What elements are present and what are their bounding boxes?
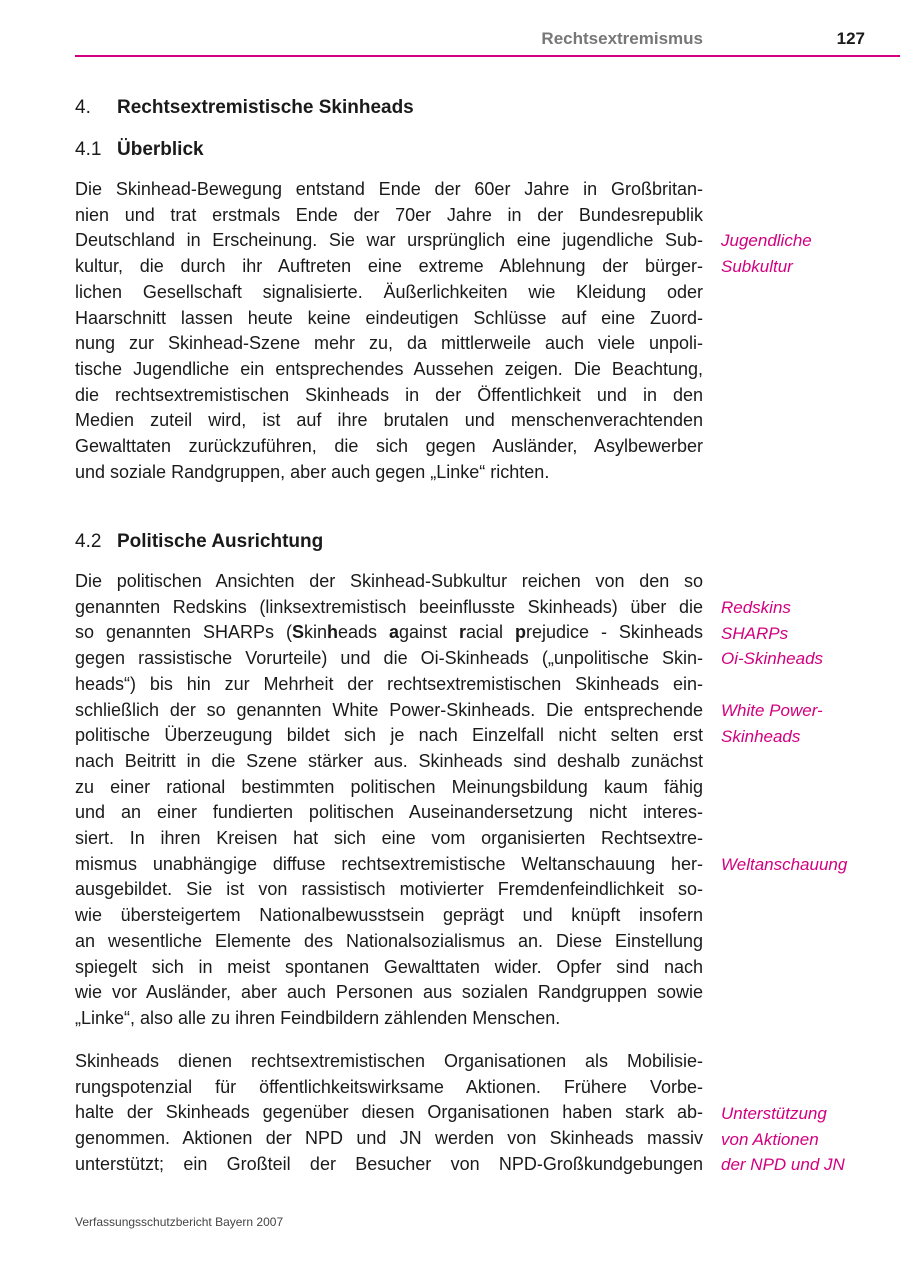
- margin-note-white-power: [721, 698, 823, 749]
- sharp-line-text: kin: [303, 622, 327, 643]
- bold-initial: h: [327, 622, 338, 643]
- text-line: tische Jugendliche ein entsprechendes Aussehen zeigen. Die Beachtung,: [75, 358, 703, 379]
- sharp-line-text: gainst: [399, 622, 459, 643]
- text-line: wie vor Ausländer, aber auch Personen aus sozialen Randgruppen sowie: [75, 982, 703, 1003]
- section-number: 4.: [75, 97, 91, 118]
- bold-initial: a: [388, 622, 399, 643]
- margin-note-line: Jugendliche: [721, 231, 812, 250]
- text-line: „Linke“, also alle zu ihren Feindbildern zählenden Menschen.: [75, 1007, 561, 1028]
- text-line: Skinheads dienen rechtsextremistischen Organisationen als Mobilisie-: [75, 1051, 703, 1071]
- sharp-line-text: rejudice - Skinheads: [525, 622, 703, 643]
- margin-note-line: Subkultur: [721, 256, 793, 276]
- text-line: nung zur Skinhead-Szene mehr zu, da mittlerweile auch viele unpoli-: [75, 333, 703, 354]
- footer-text: Verfassungsschutzbericht Bayern 2007: [75, 1215, 284, 1229]
- text-line: und soziale Randgruppen, aber auch gegen „Linke“ richten.: [75, 461, 550, 482]
- sharp-line-text: eads: [338, 622, 389, 643]
- text-line: politische Überzeugung bildet sich je nach Einzelfall nicht selten erst: [75, 725, 703, 746]
- margin-note-line: White Power-: [721, 701, 823, 720]
- margin-note-line: Skinheads: [721, 726, 801, 746]
- text-line: lichen Gesellschaft signalisierte. Äußerlichkeiten wie Kleidung oder: [75, 281, 703, 302]
- subsection-number: 4.1: [75, 139, 102, 160]
- text-line: genannten Redskins (linksextremistisch beeinflusste Skinheads) über die: [75, 596, 703, 617]
- margin-note-line: Oi-Skinheads: [721, 649, 824, 669]
- margin-note-line: SHARPs: [721, 623, 789, 643]
- bold-initial: r: [458, 622, 466, 643]
- subsection-title: Überblick: [117, 139, 204, 160]
- bold-initial: S: [291, 622, 304, 643]
- text-line: gegen rassistische Vorurteile) und die Oi-Skinheads („unpolitische Skin-: [75, 648, 703, 669]
- margin-note-weltanschauung: [721, 852, 847, 878]
- political-orientation-paragraph: [75, 569, 703, 1032]
- text-line: Deutschland in Erscheinung. Sie war ursprünglich eine jugendliche Sub-: [75, 230, 703, 251]
- text-line: heads“) bis hin zur Mehrheit der rechtsextremistischen Skinheads ein-: [75, 673, 703, 694]
- margin-note-line: Weltanschauung: [721, 855, 848, 874]
- text-line: zu einer rational bestimmten politischen Meinungsbildung kaum fähig: [75, 776, 703, 797]
- text-line: Die Skinhead-Bewegung entstand Ende der 60er Jahre in Großbritan-: [75, 179, 703, 199]
- text-line: mismus unabhängige diffuse rechtsextremistische Weltanschauung her-: [75, 853, 703, 874]
- margin-note-jugendliche-subkultur: [721, 228, 812, 279]
- text-line: und an einer fundierten politischen Auseinandersetzung nicht interes-: [75, 802, 703, 823]
- text-line: spiegelt sich in meist spontanen Gewalttaten wider. Opfer sind nach: [75, 956, 703, 977]
- margin-note-line: Redskins: [721, 598, 791, 617]
- sharp-line-text: so genannten SHARPs (: [75, 622, 292, 643]
- text-line: genommen. Aktionen der NPD und JN werden von Skinheads massiv: [75, 1128, 703, 1149]
- overview-paragraph: [75, 177, 703, 485]
- section-title: Rechtsextremistische Skinheads: [117, 97, 414, 118]
- text-line: Medien zuteil wird, ist auf ihre brutalen und menschenverachtenden: [75, 410, 703, 431]
- text-line: siert. In ihren Kreisen hat sich eine vom organisierten Rechtsextre-: [75, 828, 703, 849]
- text-line: Haarschnitt lassen heute keine eindeutigen Schlüsse auf eine Zuord-: [75, 307, 703, 328]
- text-line: [75, 620, 703, 646]
- mobilization-paragraph: [75, 1049, 703, 1178]
- text-line: rungspotenzial für öffentlichkeitswirksame Aktionen. Frühere Vorbe-: [75, 1076, 703, 1097]
- text-line: halte der Skinheads gegenüber diesen Organisationen haben stark ab-: [75, 1102, 703, 1123]
- margin-note-unterstuetzung: [721, 1101, 845, 1178]
- text-line: wie übersteigertem Nationalbewusstsein geprägt und knüpft insofern: [75, 905, 703, 926]
- text-line: an wesentliche Elemente des Nationalsozialismus an. Diese Einstellung: [75, 930, 703, 951]
- page-number: 127: [836, 29, 865, 48]
- section-heading: [75, 97, 705, 119]
- running-header-title: Rechtsextremismus: [541, 29, 703, 48]
- text-line: ausgebildet. Sie ist von rassistisch motivierter Fremdenfeindlichkeit so-: [75, 879, 703, 900]
- header-rule: [75, 55, 900, 57]
- subsection-number: 4.2: [75, 531, 102, 552]
- text-line: unterstützt; ein Großteil der Besucher von NPD-Großkundgebungen: [75, 1153, 703, 1174]
- subsection-title: Politische Ausrichtung: [117, 531, 324, 552]
- text-line: die rechtsextremistischen Skinheads in der Öffentlichkeit und in den: [75, 384, 703, 405]
- text-line: Die politischen Ansichten der Skinhead-Subkultur reichen von den so: [75, 571, 703, 591]
- text-line: Gewalttaten zurückzuführen, die sich gegen Ausländer, Asylbewerber: [75, 436, 703, 457]
- subsection-heading: [75, 531, 705, 553]
- text-line: nien und trat erstmals Ende der 70er Jahre in der Bundesrepublik: [75, 204, 703, 225]
- text-line: schließlich der so genannten White Power-Skinheads. Die entsprechende: [75, 699, 703, 720]
- margin-note-skinhead-types: [721, 595, 823, 672]
- margin-note-line: von Aktionen: [721, 1129, 819, 1149]
- margin-note-line: Unterstützung: [721, 1104, 827, 1123]
- text-line: kultur, die durch ihr Auftreten eine extreme Ablehnung der bürger-: [75, 256, 703, 277]
- text-line: nach Beitritt in die Szene stärker aus. Skinheads sind deshalb zunächst: [75, 750, 703, 771]
- margin-note-line: der NPD und JN: [721, 1155, 845, 1175]
- sharp-line-text: acial: [466, 622, 515, 643]
- subsection-heading: [75, 139, 705, 161]
- bold-initial: p: [514, 622, 526, 643]
